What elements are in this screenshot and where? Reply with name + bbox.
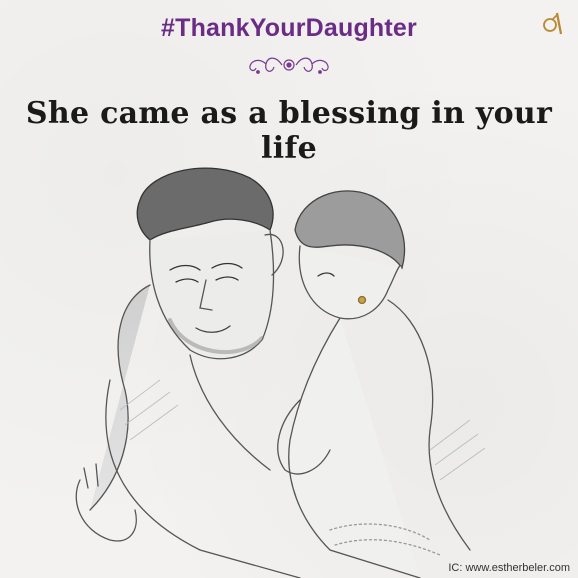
- ornament-icon: [244, 52, 334, 78]
- brand-a-monogram-icon: [540, 10, 566, 36]
- image-credit: IC: www.estherbeler.com: [448, 562, 570, 574]
- hashtag-title: #ThankYourDaughter: [161, 14, 417, 42]
- father-daughter-sketch: [0, 150, 578, 578]
- headline-text: She came as a blessing in your life: [25, 96, 553, 166]
